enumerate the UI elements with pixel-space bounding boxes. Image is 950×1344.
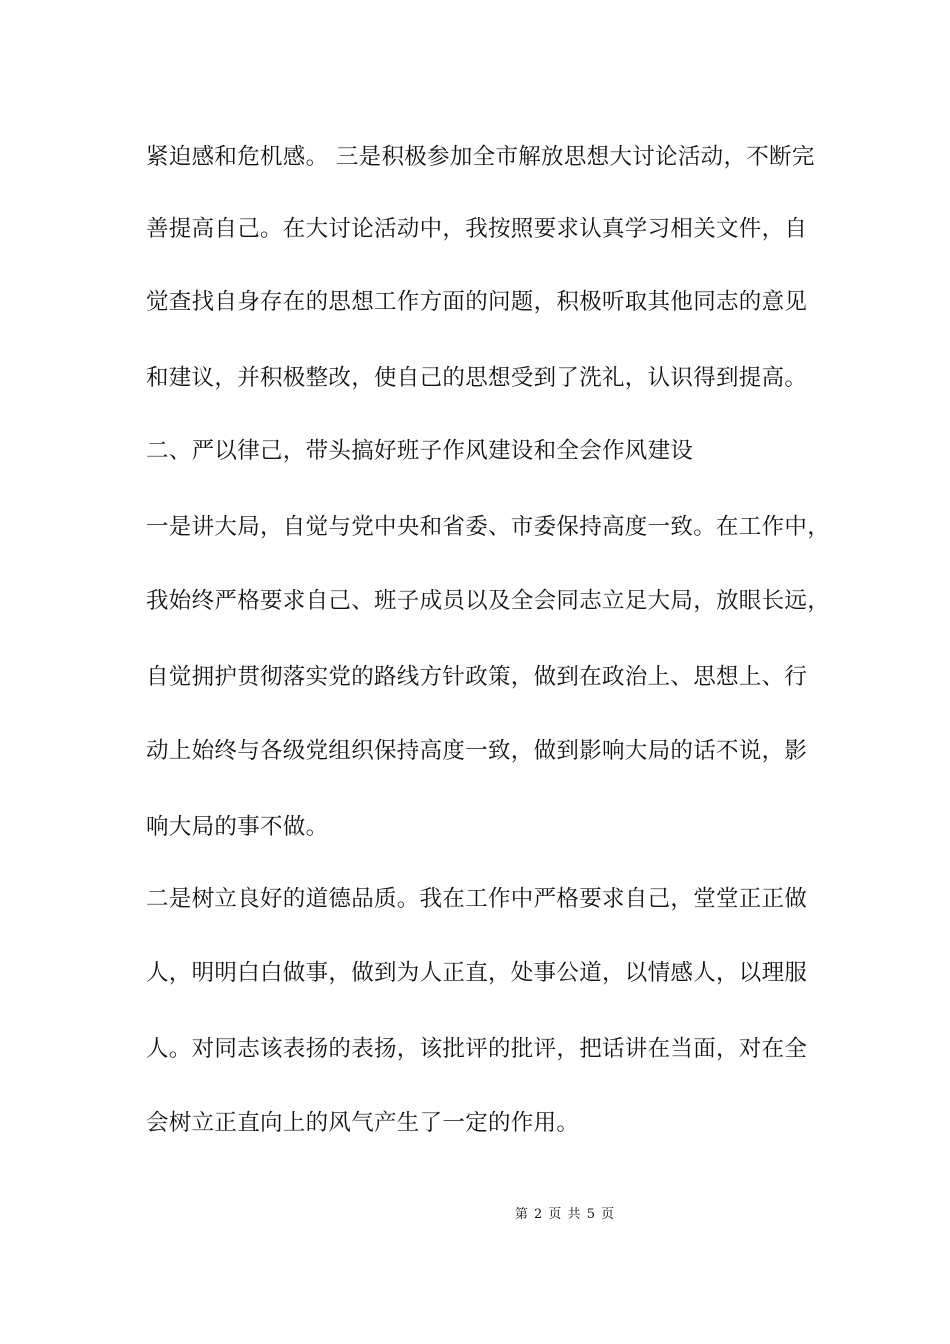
text-line: 我始终严格要求自己、班子成员以及全会同志立足大局，放眼长远，	[146, 588, 831, 614]
text-line: 响大局的事不做。	[146, 814, 329, 840]
text-line: 觉查找自身存在的思想工作方面的问题，积极听取其他同志的意见	[146, 289, 808, 315]
text-line: 人，明明白白做事，做到为人正直，处事公道，以情感人，以理服	[146, 960, 808, 986]
text-line: 会树立正直向上的风气产生了一定的作用。	[146, 1110, 580, 1136]
text-line: 和建议，并积极整改，使自己的思想受到了洗礼，认识得到提高。	[146, 365, 808, 391]
text-line: 动上始终与各级党组织保持高度一致，做到影响大局的话不说，影	[146, 738, 808, 764]
text-line: 善提高自己。在大讨论活动中，我按照要求认真学习相关文件，自	[146, 216, 808, 242]
text-line: 人。对同志该表扬的表扬，该批评的批评，把话讲在当面，对在全	[146, 1036, 808, 1062]
page-number-footer: 第 2 页 共 5 页	[514, 1207, 616, 1222]
text-line: 自觉拥护贯彻落实党的路线方针政策，做到在政治上、思想上、行	[146, 664, 808, 690]
text-line: 一是讲大局，自觉与党中央和省委、市委保持高度一致。在工作中，	[146, 514, 831, 540]
text-line: 二是树立良好的道德品质。我在工作中严格要求自己，堂堂正正做	[146, 886, 808, 912]
text-line: 紧迫感和危机感。 三是积极参加全市解放思想大讨论活动，不断完	[146, 144, 815, 170]
section-heading: 二、严以律己，带头搞好班子作风建设和全会作风建设	[146, 438, 694, 464]
